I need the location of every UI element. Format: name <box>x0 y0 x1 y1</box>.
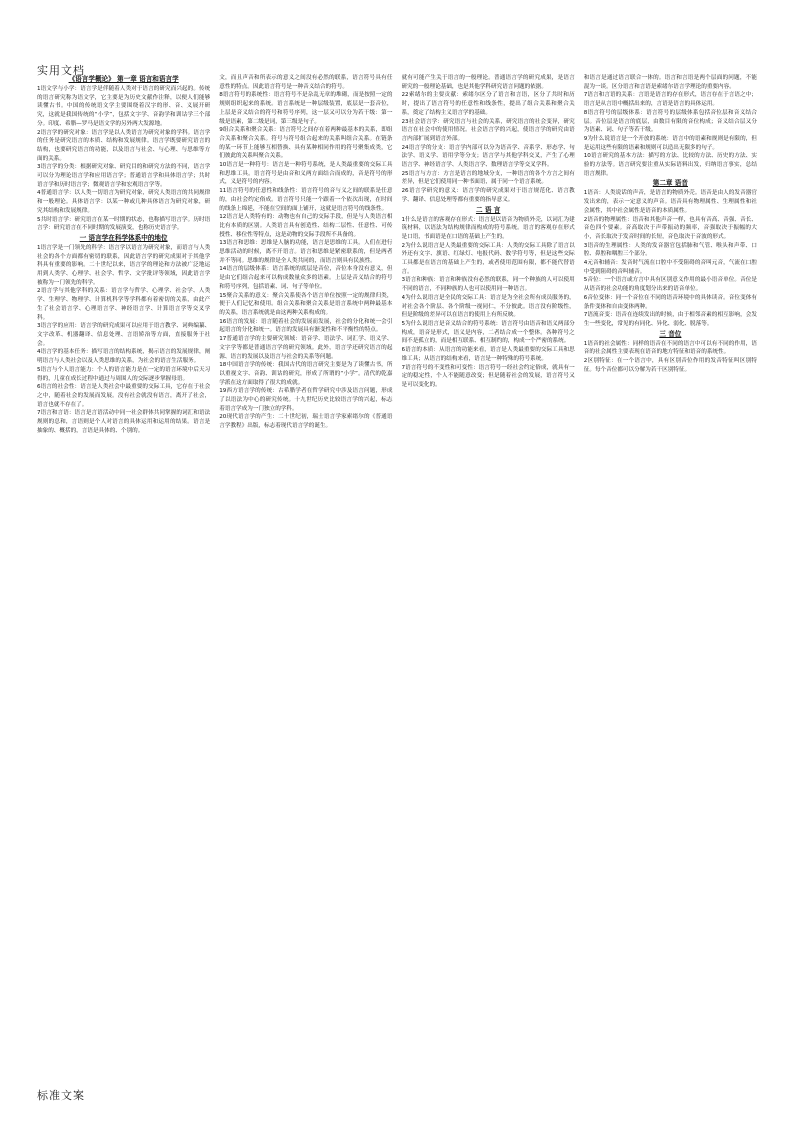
paragraph: 25语言与方言：方言是语言的地域分支，一种语言的各个方言之间有差异，但是它们使用同一种书面语，属于同一个语言系统。 <box>401 170 575 186</box>
paragraph: 4语言学的基本任务：描写语言的结构系统，揭示语言的发展规律，阐明语言与人类社会以及人类思维的关系，为社会的语言生活服务。 <box>37 349 211 365</box>
paragraph: 文，而且声音和所表示的意义之间没有必然的联系，语言符号具有任意性的特点。因此语言符号是一种音义结合的符号。 <box>219 75 393 90</box>
column-1 <box>37 74 210 1080</box>
column-4 <box>584 74 757 1080</box>
paragraph: 3语言学的分类：根据研究对象、研究目的和研究方法的不同，语言学可以分为理论语言学和应用语言学；普通语言学和具体语言学；共时语言学和历时语言学；微观语言学和宏观语言学等。 <box>37 164 211 188</box>
paragraph: 4为什么说语言是全民的交际工具：语言是为全社会所有成员服务的，对社会各个阶层、各个阶级一视同仁，不分彼此。语言没有阶级性，但是阶级的差异可以在语言的使用上有所反映。 <box>401 294 575 319</box>
paragraph: 8语言符号的系统性：语言符号不是杂乱无章的堆砌，而是按照一定的规则组织起来的系统。语言系统是一种层级装置，底层是一套音位，上层是音义结合的符号和符号序列，这一层又可以分为若干级：第一级是语素，第二级是词，第三级是句子。 <box>219 92 393 125</box>
paragraph: 6音位变体：同一个音位在不同的语音环境中的具体读音。音位变体有条件变体和自由变体两种。 <box>583 294 757 310</box>
paragraph: 19西方语言学的传统：古希腊学者在哲学研究中涉及语言问题，形成了以语法为中心的研究传统。十九世纪历史比较语言学的兴起，标志着语言学成为一门独立的学科。 <box>219 388 393 412</box>
paragraph: 11语言符号的任意性和线条性：语言符号的音与义之间的联系是任意的，由社会约定俗成。语言符号只能一个跟着一个依次出现，在时间的线条上绵延，不能在空间的面上铺开，这就是语言符号的线条性。 <box>219 188 393 212</box>
section-title: 三 音位 <box>659 329 682 338</box>
paragraph: 18中国语言学的传统：我国古代的语言研究主要是为了读懂古书，所以重视文字、音韵、训诂的研究，形成了所谓的“小学”。清代的乾嘉学派在这方面取得了很大的成就。 <box>219 362 393 386</box>
section-title: 一 语言学在科学体系中的地位 <box>79 233 168 242</box>
paragraph: 1语言学是一门领先的科学：语言学以语言为研究对象，而语言与人类社会的各个方面都有密切的联系，因此语言学的研究成果对于其他学科具有重要的影响。二十世纪以来，语言学的理论和方法被广泛地运用到人类学、心理学、社会学、哲学、文学批评等领域，因此语言学被称为一门领先的科学。 <box>37 244 211 286</box>
paragraph: 5共时语言学：研究语言在某一时期的状态，也称描写语言学。历时语言学：研究语言在不同时期的发展演变，也称历史语言学。 <box>37 216 211 232</box>
paragraph: 4元音和辅音：发音时气流在口腔中不受阻碍的音叫元音，气流在口腔中受到阻碍的音叫辅音。 <box>583 260 757 275</box>
paragraph: 13语言和思维：思维是人脑的功能，语言是思维的工具。人们在进行思维活动的时候，离不开语言。语言和思维是紧密联系的，但是两者并不等同。思维的规律是全人类共同的，而语言则具有民族性。 <box>219 240 393 264</box>
section-title: 第二章 语音 <box>652 179 688 188</box>
paragraph: 23社会语言学：研究语言与社会的关系，研究语言的社会变异，研究语言在社会中的使用情况。社会语言学的兴起，使语言学的研究由语言内部扩展到语言外部。 <box>401 118 575 142</box>
paragraph: 2区别特征：在一个语言中，具有区别音位作用的发音特征叫区别特征。每个音位都可以分解为若干区别特征。 <box>583 358 757 373</box>
paragraph: 7语言和言语：语言是言语活动中同一社会群体共同掌握的词汇和语法规则的总和，言语则是个人对语言的具体运用和运用的结果。语言是抽象的、概括的，言语是具体的、个别的。 <box>37 410 211 434</box>
paragraph: 12语言是人类特有的：动物也有自己的交际手段，但是与人类语言相比有本质的区别。人类语言具有创造性、结构二层性、任意性、可传授性、移位性等特点，这是动物的交际手段所不具备的。 <box>219 214 393 238</box>
paragraph: 7语流音变：语音在连续发出的时候，由于相邻音素的相互影响，会发生一些变化，常见的有同化、异化、弱化、脱落等。 <box>583 312 757 327</box>
paragraph: 和语言是通过语言联合一体的。语言和言语是两个层面的问题，不能混为一谈。区分语言和言语是索绪尔语言学理论的重要内容。 <box>583 75 757 90</box>
paragraph: 9为什么说语言是一个开放的系统：语言中的语素和规则是有限的，但是运用这些有限的语素和规则可以造出无限多的句子。 <box>583 135 757 151</box>
paragraph: 24语言学的分支：语言学内部可以分为语音学、音系学、形态学、句法学、语义学、语用学等分支；语言学与其他学科交叉，产生了心理语言学、神经语言学、人类语言学、数理语言学等交叉学科。 <box>401 144 575 169</box>
paragraph: 3语言和种族：语言和种族没有必然的联系，同一个种族的人可以使用不同的语言，不同种族的人也可以使用同一种语言。 <box>401 277 575 293</box>
paragraph: 3语言学的应用：语言学的研究成果可以应用于语言教学、词典编纂、文字改革、机器翻译、信息处理、言语矫治等方面，直接服务于社会。 <box>37 323 211 347</box>
paragraph: 10语言研究的基本方法：描写的方法、比较的方法、历史的方法、实验的方法等。语言研究要注重从实际语料出发，归纳语言事实，总结语言规律。 <box>583 153 757 177</box>
paragraph: 2语言学的研究对象：语言学是以人类语言为研究对象的学科。语言学的任务是研究语言的本质、结构和发展规律。语言学既要研究语言的结构，也要研究语言的功能，以及语言与社会、与心理、与思维等方面的关系。 <box>37 129 211 162</box>
section-title: 二 语 言 <box>475 205 501 214</box>
paragraph: 7语言和言语的关系：言语是语言的存在形式，语言存在于言语之中；语言是从言语中概括出来的，言语是语言的具体运用。 <box>583 92 757 108</box>
paragraph: 7语言符号的不变性和可变性：语言符号一经社会约定俗成，就具有一定的稳定性，个人不能随意改变；但是随着社会的发展，语言符号又是可以变化的。 <box>401 364 575 388</box>
paragraph: 2为什么说语言是人类最重要的交际工具：人类的交际工具除了语言以外还有文字、旗语、红绿灯、电报代码、数学符号等，但是这些交际工具都是在语言的基础上产生的，或者使用范围有限，都不能代替语言。 <box>401 242 575 275</box>
paragraph: 6语言的社会性：语言是人类社会中最重要的交际工具，它存在于社会之中，随着社会的发展而发展。没有社会就没有语言，离开了社会，语言也就不存在了。 <box>37 384 211 408</box>
paragraph: 14语言的层级体系：语言系统的底层是音位，音位本身没有意义，但是由它们组合起来可以构成数量众多的语素。上层是音义结合的符号和符号序列，包括语素、词、句子等单位。 <box>219 266 393 290</box>
paragraph: 5语言与个人语言能力：个人的语言能力是在一定的语言环境中后天习得的，儿童在成长过程中通过与周围人的交际逐步掌握母语。 <box>37 366 211 382</box>
paragraph: 26语言学研究的意义：语言学的研究成果对于语言规范化、语言教学、翻译、信息处理等都有重要的指导意义。 <box>401 188 575 203</box>
paragraph: 3语音的生理属性：人类的发音器官包括肺和气管、喉头和声带、口腔、鼻腔和咽腔三个部分。 <box>583 242 757 258</box>
page-footer: 标准文案 <box>37 1089 85 1102</box>
paragraph: 4普通语言学：以人类一切语言为研究对象，研究人类语言的共同规律和一般理论。具体语言学：以某一种或几种具体语言为研究对象，研究其结构和发展规律。 <box>37 190 211 214</box>
paragraph: 22索绪尔的主要贡献：索绪尔区分了语言和言语，区分了共时和历时，提出了语言符号的任意性和线条性，提出了组合关系和聚合关系，奠定了结构主义语言学的基础。 <box>401 92 575 116</box>
page-header: 实用文档 <box>37 64 85 77</box>
paragraph: 1什么是语言的客观存在形式：语言是以语音为物质外壳，以词汇为建筑材料，以语法为结构规律而构成的符号系统。语言的客观存在形式是口语，书面语是在口语的基础上产生的。 <box>401 216 575 240</box>
paragraph: 1语文学与小学：语言学是伴随着人类对于语言的研究而兴起的。传统的语言研究称为语文学，它主要是为历史文献作注释，以便人们能够读懂古书。中国的传统语文学主要围绕着汉字的形、音、义展开研究，这就是我国传统的“小学”，包括文字学、音韵学和训诂学三个部分。印度、希腊—罗马是语文学的另外两大发源地。 <box>37 86 211 127</box>
paragraph: 17普通语言学的主要研究领域：语音学、语法学、词汇学、语义学、文字学等都是普通语言学的研究领域。此外，语言学还研究语言的起源、语言的发展以及语言与社会的关系等问题。 <box>219 336 393 360</box>
paragraph: 2语言学与其他学科的关系：语言学与哲学、心理学、社会学、人类学、生理学、物理学、计算机科学等学科都有着密切的关系，由此产生了社会语言学、心理语言学、神经语言学、计算语言学等交叉学科。 <box>37 288 211 321</box>
paragraph: 10语言是一种符号：语言是一种符号系统，是人类最重要的交际工具和思维工具。语言符号是由音和义两方面结合而成的，音是符号的形式，义是符号的内容。 <box>219 162 393 186</box>
paragraph: 15聚合关系的意义：聚合关系使各个语言单位按照一定的规律归类，便于人们记忆和使用。组合关系和聚合关系是语言系统中两种最基本的关系，语言系统就是由这两种关系构成的。 <box>219 292 393 316</box>
paragraph: 5音位：一个语言或方言中具有区别意义作用的最小语音单位。音位是从语音的社会功能的角度划分出来的语音单位。 <box>583 277 757 293</box>
paragraph: 1语音的社会属性：同样的语音在不同的语言中可以有不同的作用，语音的社会属性主要表现在语音的地方特征和语音的系统性。 <box>583 340 757 356</box>
paragraph: 2语音的物理属性：语音和其他声音一样，也具有音高、音强、音长、音色四个要素。音高取决于声带振动的频率，音强取决于振幅的大小，音长取决于发音时间的长短，音色取决于音波的形式。 <box>583 216 757 240</box>
paragraph: 8语言符号的层级体系：语言符号的层级体系包括音位层和音义结合层。音位层是语言的底层，由数目有限的音位构成；音义结合层又分为语素、词、句子等若干级。 <box>583 109 757 134</box>
article-columns <box>37 74 757 1080</box>
column-2 <box>219 74 392 1080</box>
paragraph: 1语音：人类说话的声音，是语言的物质外壳。语音是由人的发音器官发出来的，表示一定意义的声音。语音具有物理属性、生理属性和社会属性，其中社会属性是语音的本质属性。 <box>583 190 757 214</box>
paragraph: 就有可能产生关于语言的一般理论。普通语言学的研究成果，是语言研究的一般理论基础，也是其他学科研究语言问题的依据。 <box>401 75 575 90</box>
paragraph: 20现代语言学的产生：二十世纪初，瑞士语言学家索绪尔的《普通语言学教程》出版，标志着现代语言学的诞生。 <box>219 414 393 430</box>
paragraph: 16语言的发展：语言随着社会的发展而发展，社会的分化和统一会引起语言的分化和统一。语言的发展具有渐变性和不平衡性的特点。 <box>219 318 393 334</box>
section-title: 《语言学概论》 第一章 语言和语言学 <box>68 75 179 83</box>
paragraph: 6语言的本质：从语言的功能来看，语言是人类最重要的交际工具和思维工具；从语言的结构来看，语言是一种特殊的符号系统。 <box>401 347 575 362</box>
column-3 <box>402 74 575 1080</box>
paragraph: 9组合关系和聚合关系：语言符号之间存在着两种最基本的关系，即组合关系和聚合关系。符号与符号组合起来的关系叫组合关系。在链条的某一环节上能够互相替换、具有某种相同作用的符号聚集成类，它们彼此的关系叫聚合关系。 <box>219 127 393 160</box>
paragraph: 5为什么说语言是音义结合的符号系统：语言符号由语音和语义两部分构成，语音是形式，语义是内容，二者结合成一个整体。各种符号之间不是孤立的，而是相互联系、相互制约的，构成一个严密的系统。 <box>401 320 575 345</box>
